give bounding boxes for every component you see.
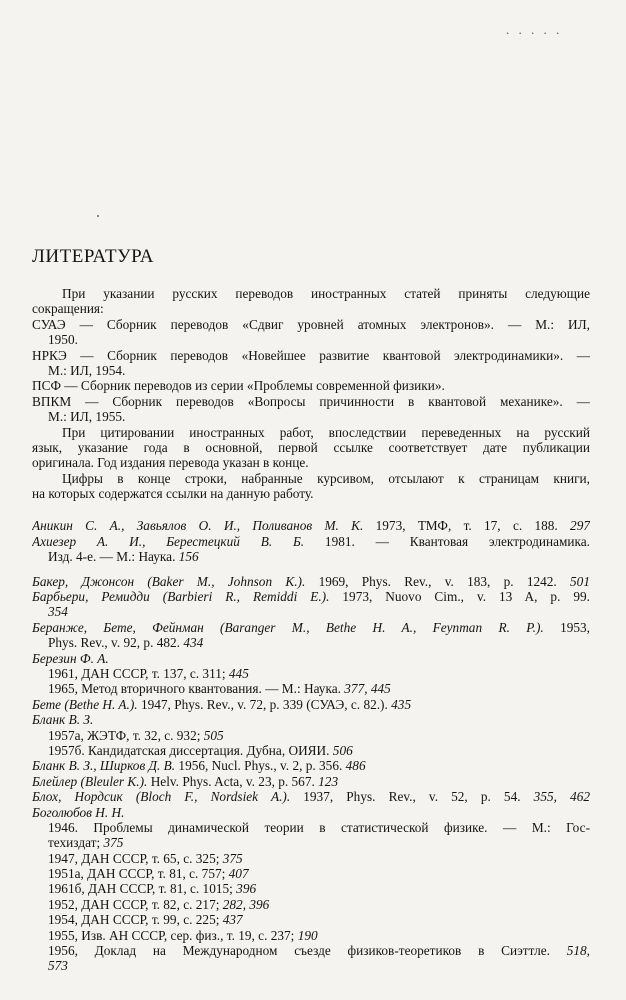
ref-authors: Бакер, Джонсон (Baker M., Johnson K.).	[32, 573, 306, 589]
bibliography-body	[32, 286, 590, 974]
ref-pages: 506	[332, 742, 353, 758]
ref-pages: 297	[570, 518, 590, 534]
ref-source: 1951а, ДАН СССР, т. 81, с. 757;	[48, 866, 229, 882]
ref-pages: 355, 462	[533, 789, 590, 805]
abbrev-psf: ПСФ — Сборник переводов из серии «Проблемы современной физики».	[32, 378, 445, 394]
ref-source: 1981. — Квантовая электродинамика.	[304, 533, 590, 549]
abbrev-vpkm-cont: М.: ИЛ, 1955.	[48, 409, 126, 425]
reference-entry	[32, 697, 590, 712]
ref-source: 1957а, ЖЭТФ, т. 32, с. 932;	[48, 727, 204, 743]
ref-pages: 282, 396	[222, 896, 270, 912]
ref-pages: 123	[318, 773, 339, 789]
abbrev-vpkm: ВПКМ — Сборник переводов «Вопросы причинности в квантовой механике». —	[32, 393, 590, 409]
reference-sub	[32, 866, 590, 881]
ref-source: 1947, ДАН СССР, т. 65, с. 325;	[48, 850, 223, 866]
ref-authors: Блейлер (Bleuler K.).	[32, 773, 148, 789]
ref-source: Изд. 4-е. — М.: Наука.	[48, 549, 179, 565]
ref-source: техиздат;	[48, 835, 104, 851]
ref-authors: Беранже, Бете, Фейнман (Baranger M., Bethe H. A., Feynman R. P.).	[32, 619, 544, 635]
ref-source: 1954, ДАН СССР, т. 99, с. 225;	[48, 912, 223, 928]
reference-entry	[32, 620, 590, 635]
abbrev-suae: СУАЭ — Сборник переводов «Сдвиг уровней атомных электронов». — М.: ИЛ,	[32, 316, 590, 332]
references-list	[32, 518, 590, 973]
intro-line: При указании русских переводов иностранных статей приняты следующие	[62, 286, 590, 301]
reference-entry	[32, 789, 590, 804]
ref-pages: 573	[48, 958, 68, 974]
ref-source: 1961, ДАН СССР, т. 137, с. 311;	[48, 665, 229, 681]
ref-authors: Блох, Нордсик (Bloch F., Nordsiek A.).	[32, 789, 291, 805]
ref-pages: 375	[222, 850, 243, 866]
reference-sub	[32, 743, 590, 758]
ref-pages: 505	[203, 727, 224, 743]
intro-line: на которых содержатся ссылки на данную работу.	[32, 486, 314, 502]
ref-pages: 518,	[566, 943, 590, 959]
intro-line: Цифры в конце строки, набранные курсивом, отсылают к страницам книги,	[62, 470, 590, 486]
ref-source: 1957б. Кандидатская диссертация. Дубна, ОИЯИ.	[48, 742, 333, 758]
reference-entry	[32, 651, 590, 666]
ref-source: 1956, Доклад на Международном съезде физиков-теоретиков в Сиэттле.	[48, 943, 567, 959]
reference-cont	[32, 549, 590, 564]
ref-source: 1952, ДАН СССР, т. 82, с. 217;	[48, 896, 223, 912]
reference-cont	[32, 604, 590, 619]
ref-pages: 435	[391, 696, 412, 712]
reference-cont	[32, 835, 590, 850]
page-corner-marks: . . . . .	[506, 22, 563, 37]
abbrev-nrke: НРКЭ — Сборник переводов «Новейшее развитие квантовой электродинамики». —	[32, 347, 590, 363]
ref-source: 1956, Nucl. Phys., v. 2, p. 356.	[175, 758, 346, 774]
reference-entry	[32, 805, 590, 820]
ref-pages: 437	[222, 912, 243, 928]
reference-sub	[32, 666, 590, 681]
ref-source: 1961б, ДАН СССР, т. 81, с. 1015;	[48, 881, 237, 897]
ref-authors: Аникин С. А., Завьялов О. И., Поливанов М. К.	[32, 518, 364, 534]
ref-source: 1937, Phys. Rev., v. 52, p. 54.	[290, 789, 534, 805]
reference-entry	[32, 589, 590, 604]
ref-source: 1955, Изв. АН СССР, сер. физ., т. 19, с. 237;	[48, 927, 298, 943]
reference-entry	[32, 712, 590, 727]
ref-pages: 434	[183, 635, 204, 651]
ref-source: 1965, Метод вторичного квантования. — М.: Наука.	[48, 681, 345, 697]
ref-authors: Бланк В. З.	[32, 712, 94, 728]
reference-cont	[32, 958, 590, 973]
reference-cont	[32, 635, 590, 650]
section-title: ЛИТЕРАТУРА	[32, 246, 154, 267]
intro-line: оригинала. Год издания перевода указан в конце.	[32, 455, 309, 471]
abbrev-nrke-cont: М.: ИЛ, 1954.	[48, 362, 126, 378]
intro-line: сокращения:	[32, 301, 104, 317]
ref-source: 1947, Phys. Rev., v. 72, p. 339 (СУАЭ, с. 82.).	[137, 696, 392, 712]
ref-pages: 486	[345, 758, 366, 774]
ref-source: 1946. Проблемы динамической теории в статистической физике. — М.: Гос-	[48, 819, 590, 835]
ref-pages: 501	[570, 573, 590, 589]
reference-sub	[32, 728, 590, 743]
reference-sub	[32, 820, 590, 835]
ref-source: Phys. Rev., v. 92, p. 482.	[48, 635, 184, 651]
reference-sub	[32, 912, 590, 927]
ref-pages: 375	[103, 835, 124, 851]
reference-sub	[32, 881, 590, 896]
ref-source: 1973, ТМФ, т. 17, с. 188.	[363, 518, 571, 534]
reference-sub	[32, 681, 590, 696]
reference-entry	[32, 774, 590, 789]
reference-entry	[32, 758, 590, 773]
ref-source: 1973, Nuovo Cim., v. 13 A, p. 99.	[329, 589, 590, 605]
ref-authors: Ахиезер А. И., Берестецкий В. Б.	[32, 533, 305, 549]
reference-sub	[32, 851, 590, 866]
intro-line: язык, указание года в основной, первой ссылке соответствует дате публикации	[32, 439, 590, 455]
ref-authors: Бланк В. З., Ширков Д. В.	[32, 758, 176, 774]
reference-entry	[32, 518, 590, 533]
ref-authors: Боголюбов Н. Н.	[32, 804, 125, 820]
ref-authors: Бете (Bethe H. A.).	[32, 696, 138, 712]
reference-sub	[32, 928, 590, 943]
intro-block	[32, 286, 590, 501]
ref-pages: 354	[48, 604, 68, 620]
reference-sub	[32, 897, 590, 912]
reference-sub	[32, 943, 590, 958]
intro-line: При цитировании иностранных работ, впоследствии переведенных на русский	[62, 424, 590, 440]
reference-entry	[32, 534, 590, 549]
ref-pages: 190	[297, 927, 318, 943]
ref-source: 1953,	[543, 619, 590, 635]
ref-pages: 377, 445	[344, 681, 391, 697]
ref-pages: 156	[178, 549, 199, 565]
ref-source: Helv. Phys. Acta, v. 23, p. 567.	[147, 773, 319, 789]
ref-authors: Березин Ф. А.	[32, 650, 109, 666]
ref-pages: 407	[228, 866, 249, 882]
reference-entry	[32, 574, 590, 589]
abbrev-suae-cont: 1950.	[48, 332, 78, 348]
ref-pages: 396	[236, 881, 257, 897]
ref-source: 1969, Phys. Rev., v. 183, p. 1242.	[305, 573, 571, 589]
print-speck	[97, 215, 99, 217]
ref-authors: Барбьери, Ремидди (Barbieri R., Remiddi E.).	[32, 589, 330, 605]
ref-pages: 445	[228, 665, 249, 681]
